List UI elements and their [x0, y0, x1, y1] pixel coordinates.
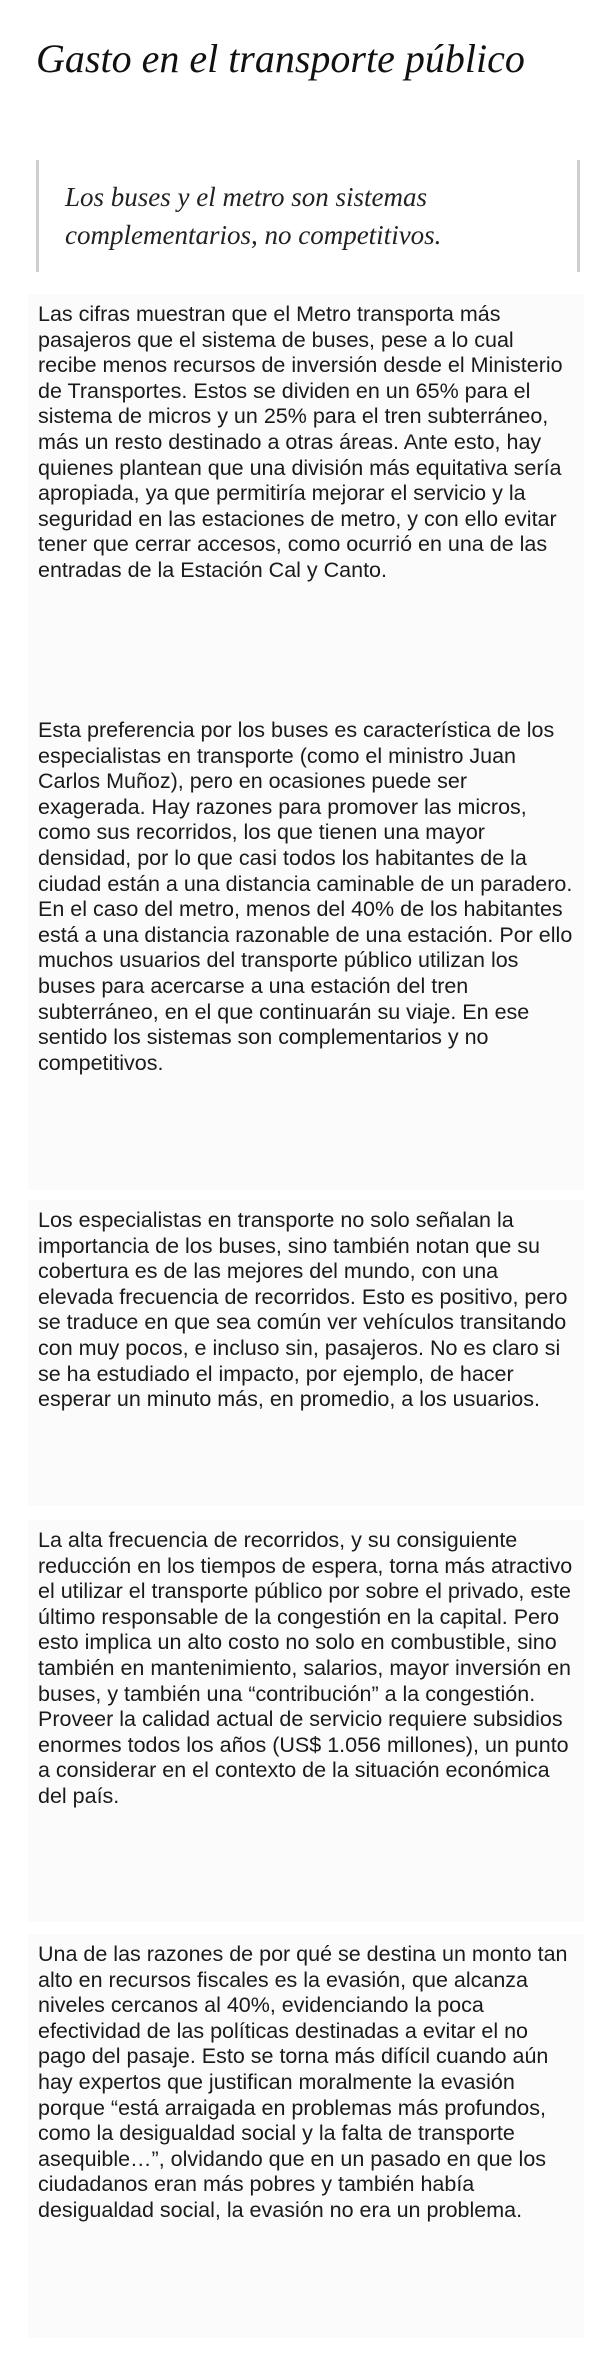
pull-quote — [36, 160, 580, 272]
body-paragraph-3: Los especialistas en transporte no solo señalan la importancia de los buses, sino también notan que su cobertura es de las mejores del mundo, con una elevada frecuencia de recorridos. Esto es positivo, pero se traduce en que sea común ver vehículos transitando con muy pocos, e incluso sin, pasajeros. No es claro si se ha estudiado el impacto, por ejemplo, de hacer esperar un minuto más, en promedio, a los usuarios. — [28, 1200, 584, 1506]
body-paragraph-4: La alta frecuencia de recorridos, y su consiguiente reducción en los tiempos de espera, torna más atractivo el utilizar el transporte público por sobre el privado, este último responsable de la congestión en la capital. Pero esto implica un alto costo no solo en combustible, sino también en mantenimiento, salarios, mayor inversión en buses, y también una “contribución” a la congestión. Proveer la calidad actual de servicio requiere subsidios enormes todos los años (US$ 1.056 millones), un punto a considerar en el contexto de la situación económica del país. — [28, 1520, 584, 1922]
pull-quote-text: Los buses y el metro son sistemas complementarios, no competitivos. — [65, 182, 442, 250]
body-paragraph-1: Las cifras muestran que el Metro transporta más pasajeros que el sistema de buses, pese a lo cual recibe menos recursos de inversión desde el Ministerio de Transportes. Estos se dividen en un 65% para el sistema de micros y un 25% para el tren subterráneo, más un resto destinado a otras áreas. Ante esto, hay quienes plantean que una división más equitativa sería apropiada, ya que permitiría mejorar el servicio y la seguridad en las estaciones de metro, y con ello evitar tener que cerrar accesos, como ocurrió en una de las entradas de la Estación Cal y Canto. — [28, 294, 584, 724]
body-paragraph-2: Esta preferencia por los buses es característica de los especialistas en transporte (como el ministro Juan Carlos Muñoz), pero en ocasiones puede ser exagerada. Hay razones para promover las micros, como sus recorridos, los que tienen una mayor densidad, por lo que casi todos los habitantes de la ciudad están a una distancia caminable de un paradero. En el caso del metro, menos del 40% de los habitantes está a una distancia razonable de una estación. Por ello muchos usuarios del transporte público utilizan los buses para acercarse a una estación del tren subterráneo, en el que continuarán su viaje. En ese sentido los sistemas son complementarios y no competitivos. — [28, 710, 584, 1190]
body-paragraph-5: Una de las razones de por qué se destina un monto tan alto en recursos fiscales es la evasión, que alcanza niveles cercanos al 40%, evidenciando la poca efectividad de las políticas destinadas a evitar el no pago del pasaje. Esto se torna más difícil cuando aún hay expertos que justifican moralmente la evasión porque “está arraigada en problemas más profundos, como la desigualdad social y la falta de transporte asequible…”, olvidando que en un pasado en que los ciudadanos eran más pobres y también había desigualdad social, la evasión no era un problema. — [28, 1934, 584, 2338]
article-title: Gasto en el transporte público — [36, 36, 525, 81]
